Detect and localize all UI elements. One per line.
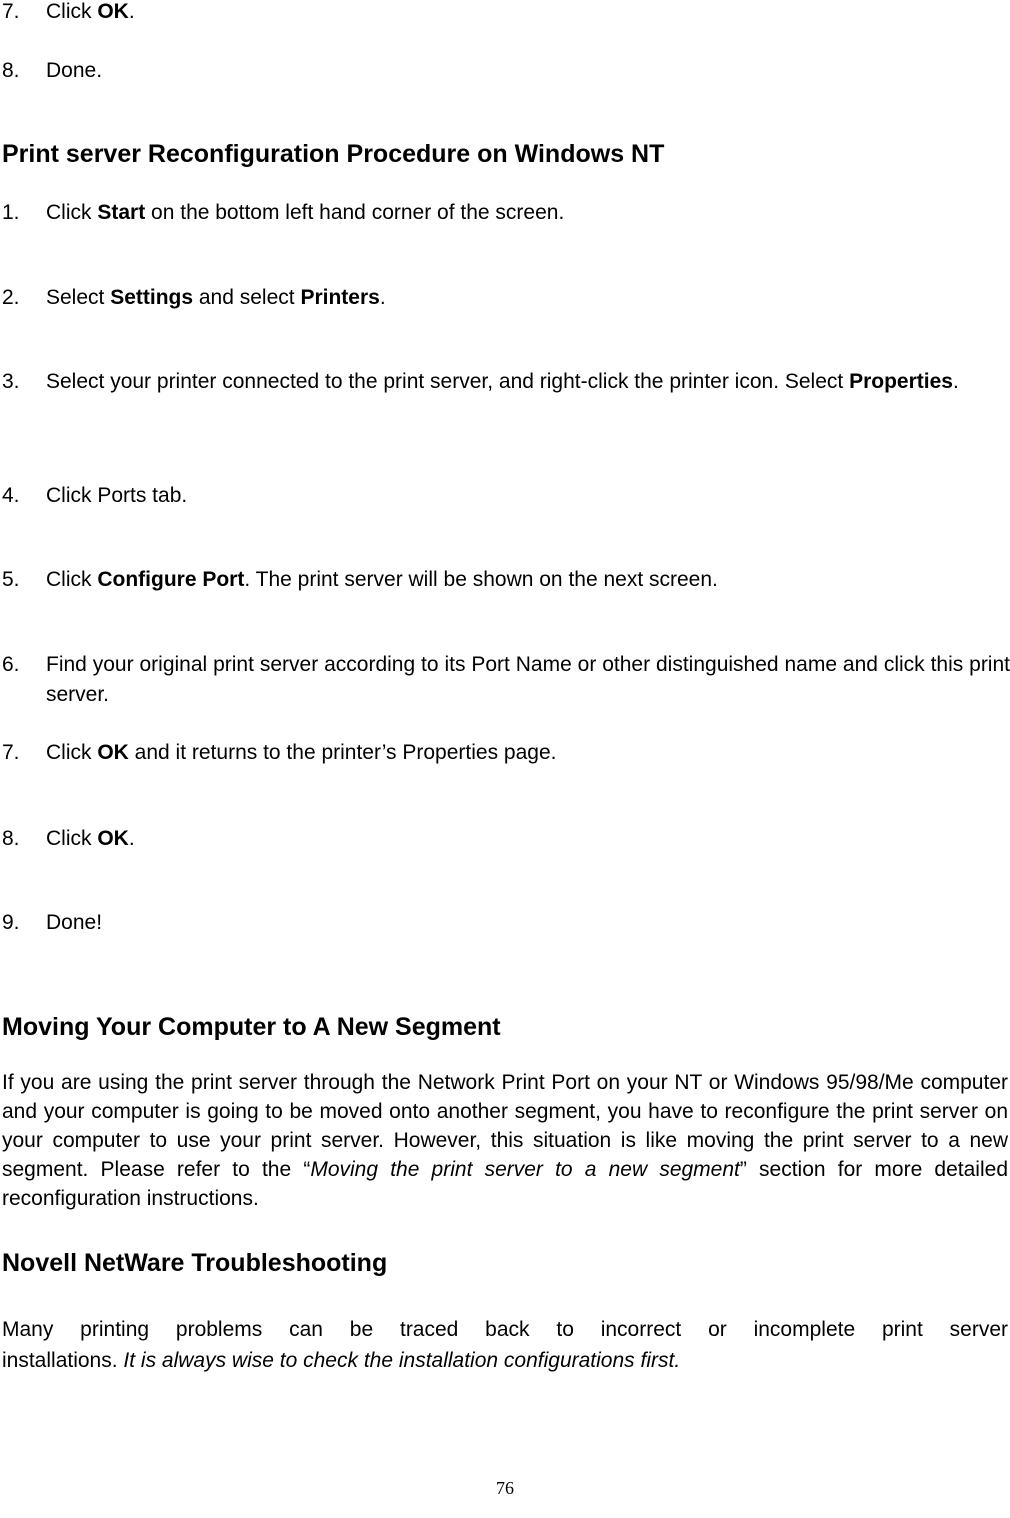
page-number: 76 — [496, 1478, 514, 1498]
step-text: Click Ports tab. — [46, 484, 188, 507]
step-number: 1. — [2, 201, 20, 224]
step-text: Select Settings and select Printers. — [46, 286, 386, 309]
step-text: Click OK and it returns to the printer’s Properties page. — [46, 741, 557, 764]
step-number: 8. — [2, 827, 20, 850]
step-number: 9. — [2, 911, 20, 934]
step-text: Click Configure Port. The print server will be shown on the next screen. — [46, 568, 718, 591]
list-text: Click OK. — [46, 0, 135, 23]
step-text: Click OK. — [46, 827, 135, 850]
section-heading-nt: Print server Reconfiguration Procedure on Windows NT — [2, 140, 665, 168]
netware-paragraph-line1: Many printing problems can be traced back to incorrect or incomplete print server — [2, 1318, 1008, 1341]
segment-paragraph: If you are using the print server through the Network Print Port on your NT or Windows 95/98/Me computer and your computer is going to be moved onto another segment, you have to reconfigure the print server on your computer to use your print server. However, this situation is like moving the print server to a new segment. Please refer to the “Moving the print server to a new segment” section for more detailed reconfiguration instructions. — [2, 1071, 1008, 1210]
list-text: Done. — [46, 59, 103, 82]
step-text: Done! — [46, 911, 103, 934]
step-text: Select your printer connected to the print server, and right-click the printer icon. Select Properties. — [46, 370, 959, 393]
step-number: 2. — [2, 286, 20, 309]
netware-paragraph-line2: installations. It is always wise to check the installation configurations first. — [2, 1349, 681, 1372]
step-number: 3. — [2, 370, 20, 393]
step-number: 7. — [2, 741, 20, 764]
step-text: Find your original print server according to its Port Name or other distinguished name and click this print server. — [46, 653, 1010, 706]
step-number: 6. — [2, 653, 20, 676]
section-heading-netware: Novell NetWare Troubleshooting — [2, 1249, 388, 1277]
section-heading-segment: Moving Your Computer to A New Segment — [2, 1013, 501, 1041]
list-number: 7. — [2, 0, 20, 23]
step-number: 5. — [2, 568, 20, 591]
step-text: Click Start on the bottom left hand corner of the screen. — [46, 201, 565, 224]
list-number: 8. — [2, 59, 20, 82]
step-number: 4. — [2, 484, 20, 507]
